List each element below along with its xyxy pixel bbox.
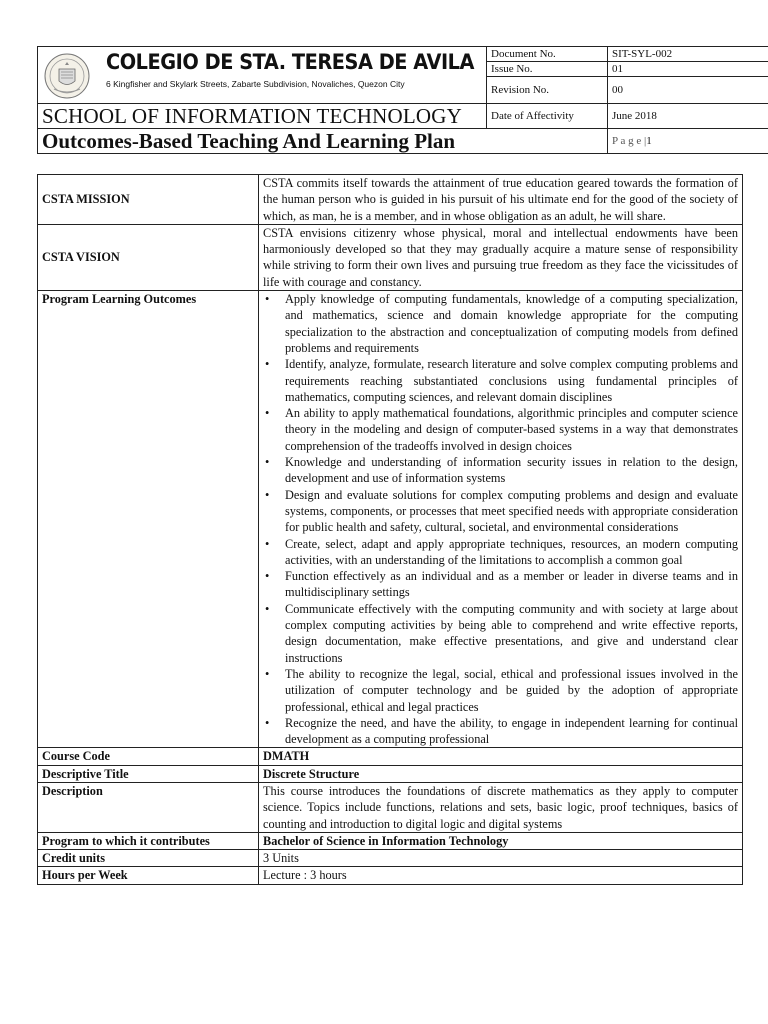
issue-no-value: 01 xyxy=(608,62,768,77)
plo-item: • Identify, analyze, formulate, research literature and solve complex computing problems and requirements reaching substantiated conclusions using fundamental principles of mathematics, computing sciences, and relevant domain disciplines xyxy=(284,356,738,405)
credit-units-value: 3 Units xyxy=(259,850,743,867)
mission-label: CSTA MISSION xyxy=(38,175,259,225)
descriptive-title-label: Descriptive Title xyxy=(38,765,259,782)
plo-list-cell xyxy=(259,291,743,748)
school-identity xyxy=(38,47,487,104)
hours-per-week-value: Lecture : 3 hours xyxy=(259,867,743,884)
program-value: Bachelor of Science in Information Technology xyxy=(259,832,743,849)
header-table xyxy=(37,46,768,154)
plo-row xyxy=(38,291,743,748)
plo-item: • Design and evaluate solutions for complex computing problems and design and evaluate systems, components, or processes that meet specified needs with appropriate consideration for public health and safety, cultural, societal, and environmental considerations xyxy=(284,487,738,536)
revision-no-value: 00 xyxy=(608,77,768,104)
descriptive-title-value: Discrete Structure xyxy=(259,765,743,782)
description-label: Description xyxy=(38,782,259,832)
program-label: Program to which it contributes xyxy=(38,832,259,849)
program-row xyxy=(38,832,743,849)
page-indicator xyxy=(608,129,768,154)
plo-item: • Function effectively as an individual and as a member or leader in diverse teams and in multidisciplinary settings xyxy=(284,568,738,601)
school-address: 6 Kingfisher and Skylark Streets, Zabarte Subdivision, Novaliches, Quezon City xyxy=(106,79,405,89)
department-title: SCHOOL OF INFORMATION TECHNOLOGY xyxy=(38,104,487,129)
school-name: COLEGIO DE STA. TERESA DE AVILA xyxy=(106,50,475,74)
vision-label: CSTA VISION xyxy=(38,224,259,290)
school-seal-icon xyxy=(44,53,90,99)
plo-item: • Recognize the need, and have the ability, to engage in independent learning for continual development as a computing professional xyxy=(284,715,738,748)
plan-title: Outcomes-Based Teaching And Learning Plan xyxy=(38,129,608,154)
page-label: P a g e | xyxy=(612,135,647,147)
document-header xyxy=(37,46,768,154)
plo-item: • Knowledge and understanding of information security issues in relation to the design, development and use of information systems xyxy=(284,454,738,487)
vision-row xyxy=(38,224,743,290)
issue-no-label: Issue No. xyxy=(487,62,608,77)
page-number: 1 xyxy=(646,135,652,147)
vision-text: CSTA envisions citizenry whose physical, moral and intellectual endowments have been harmoniously developed so that they may gradually acquire a mature sense of responsibility while striving to form their own lives and pursuing true freedom as they face the vicissitudes of life with courage and constancy. xyxy=(259,224,743,290)
description-value: This course introduces the foundations of discrete mathematics as they apply to computer science. Topics include functions, relations and sets, basic logic, proof techniques, basics of counting and introduction to digital logic and digital systems xyxy=(259,782,743,832)
plo-list xyxy=(263,291,738,747)
effectivity-label: Date of Affectivity xyxy=(487,104,608,129)
hours-per-week-row xyxy=(38,867,743,884)
mission-text: CSTA commits itself towards the attainment of true education geared towards the formation of the human person who is guided in his pursuit of his ultimate end for the good of the society of which, as man, he is a member, and in whose obligation as an adult, he will share. xyxy=(259,175,743,225)
plo-item: • Communicate effectively with the computing community and with society at large about complex computing activities by being able to comprehend and write effective reports, design documentation, make effective presentations, and give and understand clear instructions xyxy=(284,601,738,666)
syllabus-body xyxy=(37,174,742,885)
hours-per-week-label: Hours per Week xyxy=(38,867,259,884)
syllabus-table xyxy=(37,174,743,885)
course-code-label: Course Code xyxy=(38,748,259,765)
plo-label: Program Learning Outcomes xyxy=(38,291,259,748)
description-row xyxy=(38,782,743,832)
descriptive-title-row xyxy=(38,765,743,782)
plo-item: • An ability to apply mathematical foundations, algorithmic principles and computer science theory in the modeling and design of computer-based systems in a way that demonstrates comprehension of the tradeoffs involved in design choices xyxy=(284,405,738,454)
course-code-row xyxy=(38,748,743,765)
course-code-value: DMATH xyxy=(259,748,743,765)
doc-no-value: SIT-SYL-002 xyxy=(608,47,768,62)
credit-units-label: Credit units xyxy=(38,850,259,867)
mission-row xyxy=(38,175,743,225)
plo-item: • Create, select, adapt and apply appropriate techniques, resources, an modern computing activities, with an understanding of the limitations to accomplish a common goal xyxy=(284,536,738,569)
revision-no-label: Revision No. xyxy=(487,77,608,104)
plo-item: • Apply knowledge of computing fundamentals, knowledge of a computing specialization, and mathematics, science and domain knowledge appropriate for the computing specialization to the abstraction and conceptualization of computing models from defined problems and requirements xyxy=(284,291,738,356)
doc-no-label: Document No. xyxy=(487,47,608,62)
credit-units-row xyxy=(38,850,743,867)
effectivity-value: June 2018 xyxy=(608,104,768,129)
plo-item: • The ability to recognize the legal, social, ethical and professional issues involved in the utilization of computer technology and be guided by the adoption of appropriate professional, ethical and legal practices xyxy=(284,666,738,715)
